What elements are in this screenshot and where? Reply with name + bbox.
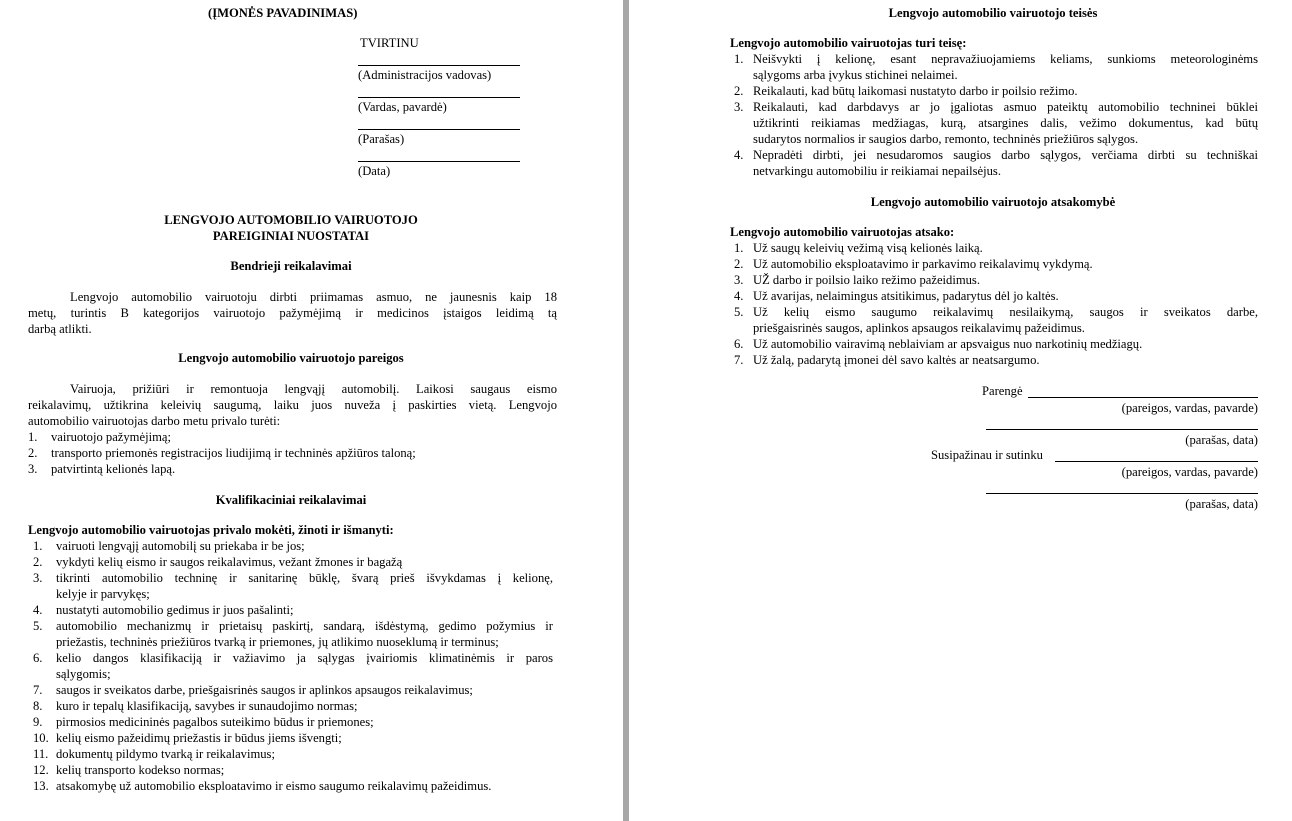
list-item-text: sudarytos normalios ir saugios darbo, remonto, techninės priežiūros sąlygos. (753, 132, 1139, 146)
list-item-number: 1. (28, 430, 38, 444)
paragraph-line: reikalavimų, užtikrina keleivių saugumą, laiku juos nuveža į paskirties vietą. Lengvojo (28, 398, 557, 412)
list-item (734, 147, 1258, 179)
sign-caption: (parašas, data) (1185, 433, 1258, 447)
section-heading-duties: Lengvojo automobilio vairuotojo pareigos (178, 351, 404, 365)
list-item-text: Neišvykti į kelionę, esant nepravažiuojamiems keliams, sunkioms meteorologinėms (753, 52, 1258, 66)
list-item-number: 5. (33, 619, 43, 633)
list-item (33, 762, 553, 778)
list-item-text: kelio dangos klasifikaciją ir važiavimo ja sąlygas įvairiomis klimatinėmis ir paros (56, 651, 553, 665)
list-item-text: kuro ir tepalų klasifikaciją, savybes ir sunaudojimo normas; (56, 699, 358, 713)
signature-line (358, 97, 520, 98)
subheading-has-right: Lengvojo automobilio vairuotojas turi teisę: (730, 36, 967, 50)
list-item-number: 5. (734, 305, 744, 319)
list-item (28, 429, 458, 445)
paragraph-line: Lengvojo automobilio vairuotoju dirbti priimamas asmuo, ne jaunesnis kaip 18 (70, 290, 557, 304)
list-item (33, 650, 553, 682)
list-item (734, 256, 1258, 272)
list-item-number: 2. (734, 84, 744, 98)
subheading-responsible: Lengvojo automobilio vairuotojas atsako: (730, 225, 955, 239)
list-item-number: 2. (33, 555, 43, 569)
document-page-right (630, 0, 1292, 821)
list-item-number: 3. (734, 273, 744, 287)
list-item-text: pirmosios medicininės pagalbos suteikimo būdus ir priemones; (56, 715, 374, 729)
signature-line (358, 65, 520, 66)
list-item (33, 602, 553, 618)
acquainted-label: Susipažinau ir sutinku (931, 448, 1043, 462)
sign-field-caption: (Administracijos vadovas) (358, 68, 492, 82)
section-heading-qualification: Kvalifikaciniai reikalavimai (215, 493, 367, 507)
list-item-number: 12. (33, 763, 49, 777)
list-item-number: 1. (734, 52, 744, 66)
list-item-text: kelių eismo pažeidimų priežastis ir būdus jiems išvengti; (56, 731, 342, 745)
list-item-text: kelių transporto kodekso normas; (56, 763, 225, 777)
list-item (33, 682, 553, 698)
list-item-number: 3. (28, 462, 38, 476)
list-item-number: 2. (734, 257, 744, 271)
signature-line (986, 493, 1258, 494)
list-item (734, 83, 1258, 99)
prepared-label: Parengė (982, 384, 1023, 398)
list-item-text: Reikalauti, kad būtų laikomasi nustatyto darbo ir poilsio režimo. (753, 84, 1078, 98)
document-title-line-1: LENGVOJO AUTOMOBILIO VAIRUOTOJO (164, 213, 418, 227)
section-heading-general: Bendrieji reikalavimai (230, 259, 352, 273)
list-item-text: nustatyti automobilio gedimus ir juos pašalinti; (56, 603, 294, 617)
sign-field-caption: (Parašas) (358, 132, 405, 146)
list-item-number: 4. (734, 289, 744, 303)
signature-line (358, 129, 520, 130)
role-caption: (pareigos, vardas, pavarde) (1121, 401, 1258, 415)
document-page-left (0, 0, 622, 821)
list-item-text: Už kelių eismo saugumo reikalavimų nesilaikymą, saugos ir sveikatos darbe, (753, 305, 1258, 319)
list-item-text: Už žalą, padarytą įmonei dėl savo kaltės ar neatsargumo. (753, 353, 1040, 367)
list-item (734, 336, 1258, 352)
list-item-text: atsakomybę už automobilio eksploatavimo ir eismo saugumo reikalavimų pažeidimus. (56, 779, 492, 793)
list-item-number: 7. (33, 683, 43, 697)
document-title-line-2: PAREIGINIAI NUOSTATAI (212, 229, 370, 243)
list-item-number: 3. (33, 571, 43, 585)
list-item (734, 352, 1258, 368)
list-item (33, 746, 553, 762)
list-item-text: tikrinti automobilio techninę ir sanitarinę būklę, švarą prieš išvykdamas į kelionę, (56, 571, 553, 585)
list-item-text: sąlygomis; (56, 667, 111, 681)
signature-line (1028, 397, 1258, 398)
list-item (734, 240, 1258, 256)
list-item-text: vairuotojo pažymėjimą; (51, 430, 171, 444)
list-item-number: 11. (33, 747, 49, 761)
list-item-number: 13. (33, 779, 49, 793)
list-item (33, 570, 553, 602)
list-item-number: 6. (33, 651, 43, 665)
sign-field-caption: (Data) (358, 164, 391, 178)
list-item-number: 1. (33, 539, 43, 553)
sign-caption: (parašas, data) (1185, 497, 1258, 511)
approve-label: TVIRTINU (360, 36, 419, 50)
list-item-number: 10. (33, 731, 49, 745)
list-item (33, 554, 553, 570)
list-item-text: Už saugų keleivių vežimą visą kelionės laiką. (753, 241, 983, 255)
list-item-text: UŽ darbo ir poilsio laiko režimo pažeidimus. (753, 273, 980, 287)
list-item-text: Reikalauti, kad darbdavys ar jo įgaliotas asmuo pateiktų automobilio techninei būklei (753, 100, 1258, 114)
list-item (734, 272, 1258, 288)
list-item-number: 3. (734, 100, 744, 114)
list-item-text: užtikrinti reikiamas medžiagas, kurą, atsargines dalis, vežimo dokumentus, kad būtų (753, 116, 1258, 130)
list-item-text: sąlygoms arba įvykus stichinei nelaimei. (753, 68, 958, 82)
list-item-text: Nepradėti dirbti, jei nesudaromos saugios darbo sąlygos, verčiama dirbti su techniškai (753, 148, 1258, 162)
list-item (28, 461, 458, 477)
sign-field-caption: (Vardas, pavardė) (358, 100, 447, 114)
paragraph-line: darbą atlikti. (28, 322, 92, 336)
signature-line (358, 161, 520, 162)
signature-line (986, 429, 1258, 430)
paragraph-line: Vairuoja, prižiūri ir remontuoja lengvąjį automobilį. Laikosi saugaus eismo (70, 382, 557, 396)
list-item (734, 51, 1258, 83)
list-item (734, 304, 1258, 336)
list-item (734, 99, 1258, 147)
list-item (28, 445, 458, 461)
list-item-number: 6. (734, 337, 744, 351)
page-divider (623, 0, 629, 821)
list-item-text: Už automobilio vairavimą neblaiviam ar apsvaigus nuo narkotinių medžiagų. (753, 337, 1143, 351)
list-item (33, 538, 553, 554)
list-item (734, 288, 1258, 304)
list-item (33, 698, 553, 714)
list-item-number: 7. (734, 353, 744, 367)
list-item-text: Už avarijas, nelaimingus atsitikimus, padarytus dėl jo kaltės. (753, 289, 1059, 303)
list-item-number: 8. (33, 699, 43, 713)
list-item-text: saugos ir sveikatos darbe, priešgaisrinės saugos ir aplinkos apsaugos reikalavimus; (56, 683, 473, 697)
list-item-text: priešgaisrinės saugos, aplinkos apsaugos reikalavimų pažeidimus. (753, 321, 1085, 335)
list-item (33, 730, 553, 746)
list-item (33, 618, 553, 650)
list-item-number: 4. (734, 148, 744, 162)
paragraph-line: metų, turintis B kategorijos vairuotojo pažymėjimą ir medicinos įstaigos leidimą tą (28, 306, 557, 320)
list-item-text: dokumentų pildymo tvarką ir reikalavimus; (56, 747, 275, 761)
list-item-number: 1. (734, 241, 744, 255)
list-item-text: netvarkingu automobiliu ir reikiamai nepailsėjus. (753, 164, 1001, 178)
section-heading-rights: Lengvojo automobilio vairuotojo teisės (888, 6, 1098, 20)
role-caption: (pareigos, vardas, pavarde) (1121, 465, 1258, 479)
list-item-text: vairuoti lengvąjį automobilį su priekaba ir be jos; (56, 539, 305, 553)
list-item (33, 714, 553, 730)
list-item-text: priežastis, techninės priežiūros tvarką ir priemones, jų atlikimo nuoseklumą ir terminus; (56, 635, 499, 649)
list-item-text: vykdyti kelių eismo ir saugos reikalavimus, vežant žmones ir bagažą (56, 555, 403, 569)
signature-line (1055, 461, 1258, 462)
list-item-text: transporto priemonės registracijos liudijimą ir techninės apžiūros taloną; (51, 446, 416, 460)
list-item-number: 2. (28, 446, 38, 460)
list-item-text: automobilio mechanizmų ir prietaisų paskirtį, sandarą, išdėstymą, gedimo požymius ir (56, 619, 553, 633)
section-heading-responsibility: Lengvojo automobilio vairuotojo atsakomybė (870, 195, 1116, 209)
list-item-text: Už automobilio eksploatavimo ir parkavimo reikalavimų vykdymą. (753, 257, 1093, 271)
paragraph-line: automobilio vairuotojas darbo metu privalo turėti: (28, 414, 281, 428)
list-item-number: 4. (33, 603, 43, 617)
subheading-must-know: Lengvojo automobilio vairuotojas privalo mokėti, žinoti ir išmanyti: (28, 523, 394, 537)
list-item-text: patvirtintą kelionės lapą. (51, 462, 176, 476)
list-item-number: 9. (33, 715, 43, 729)
list-item (33, 778, 553, 794)
list-item-text: kelyje ir parvykęs; (56, 587, 150, 601)
company-name: (ĮMONĖS PAVADINIMAS) (208, 6, 358, 20)
